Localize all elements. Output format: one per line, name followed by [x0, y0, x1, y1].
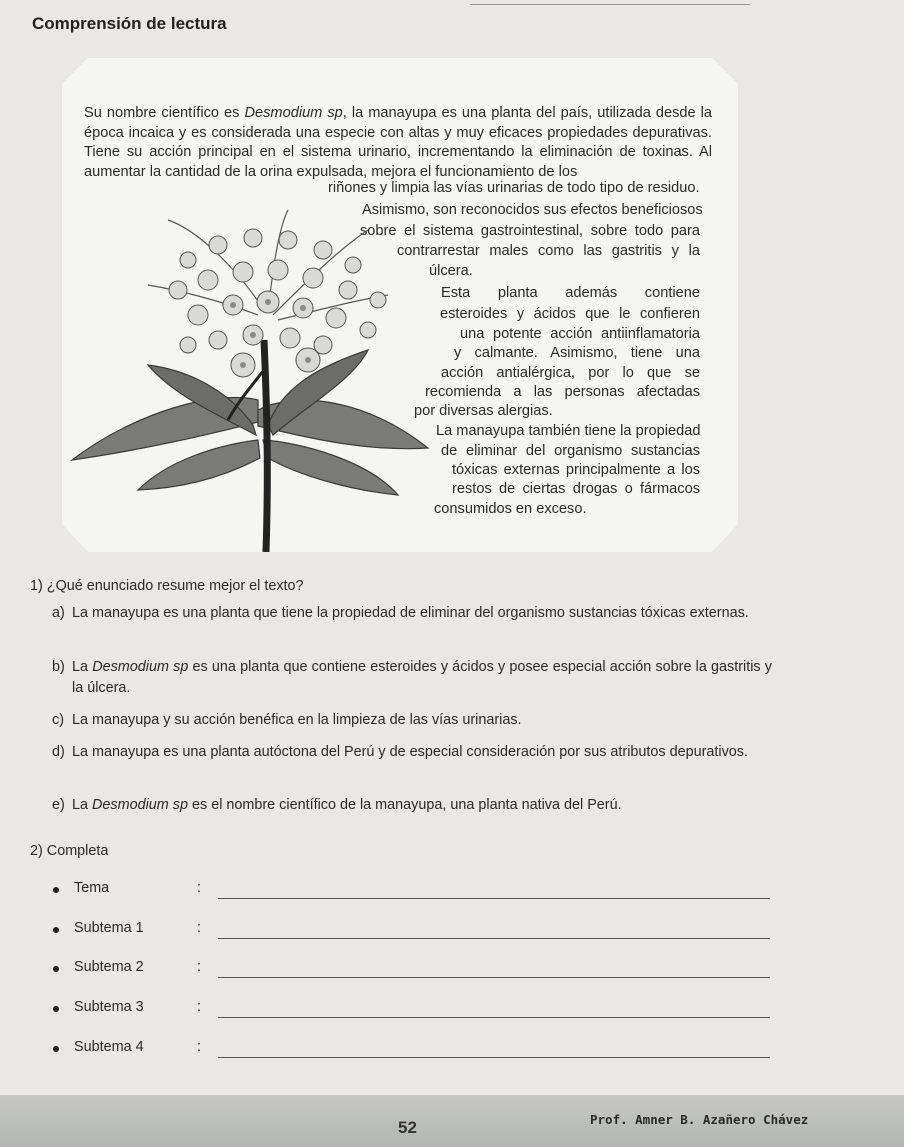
- option-a[interactable]: a) La manayupa es una planta que tiene la propiedad de eliminar del organismo sustancias tóxicas externas.: [52, 605, 749, 621]
- manayupa-plant-illustration: [68, 190, 448, 552]
- blank-row-tema[interactable]: Tema :: [40, 880, 780, 904]
- page-number: 52: [398, 1118, 417, 1137]
- passage-line: La manayupa también tiene la propiedad: [436, 423, 701, 439]
- passage-line: esteroides y ácidos que le confieren: [440, 306, 700, 322]
- passage-line: acción antialérgica, por lo que se: [441, 365, 700, 381]
- passage-line: consumidos en exceso.: [434, 501, 587, 517]
- passage-line: recomienda a las personas afectadas: [425, 384, 700, 400]
- answer-line[interactable]: [218, 938, 770, 939]
- question-2: 2) Completa: [30, 843, 109, 859]
- passage-line: sobre el sistema gastrointestinal, sobre todo para: [360, 223, 700, 239]
- bullet-icon: [53, 1006, 59, 1012]
- blank-row-subtema-4[interactable]: Subtema 4 :: [40, 1039, 780, 1063]
- passage-line: contrarrestar males como las gastritis y la: [397, 243, 700, 259]
- option-e[interactable]: e) La Desmodium sp es el nombre científico de la manayupa, una planta nativa del Perú.: [52, 797, 622, 813]
- option-d[interactable]: d) La manayupa es una planta autóctona del Perú y de especial consideración por sus atributos depurativos.: [52, 744, 748, 760]
- answer-line[interactable]: [218, 1057, 770, 1058]
- bullet-icon: [53, 966, 59, 972]
- option-c[interactable]: c) La manayupa y su acción benéfica en la limpieza de las vías urinarias.: [52, 712, 522, 728]
- answer-line[interactable]: [218, 977, 770, 978]
- passage-line: Asimismo, son reconocidos sus efectos beneficiosos: [362, 202, 703, 218]
- passage-line: Esta planta además contiene: [441, 285, 700, 301]
- passage-line: una potente acción antiinflamatoria: [460, 326, 700, 342]
- passage-line: úlcera.: [429, 263, 473, 279]
- passage-line: restos de ciertas drogas o fármacos: [452, 481, 700, 497]
- passage-line: y calmante. Asimismo, tiene una: [454, 345, 700, 361]
- option-b[interactable]: b) La Desmodium sp es una planta que contiene esteroides y ácidos y posee especial acción sobre la gastritis y la úlcera.: [52, 659, 772, 696]
- bullet-icon: [53, 887, 59, 893]
- question-1: 1) ¿Qué enunciado resume mejor el texto?: [30, 578, 304, 594]
- answer-line[interactable]: [218, 1017, 770, 1018]
- blank-row-subtema-3[interactable]: Subtema 3 :: [40, 999, 780, 1023]
- passage-line: de eliminar del organismo sustancias: [441, 443, 700, 459]
- bullet-icon: [53, 1046, 59, 1052]
- top-rule: [470, 4, 750, 5]
- passage-paragraph-1: Su nombre científico es Desmodium sp, la manayupa es una planta del país, utilizada desde la época incaica y es considerada una especie con altas y muy eficaces propiedades depurativas. Tiene su acción principal en el sistema urinario, incrementando la eliminación de toxinas. Al aumentar la cantidad de la orina expulsada, mejora el funcionamiento de los: [84, 105, 713, 180]
- passage-line: tóxicas externas principalmente a los: [452, 462, 700, 478]
- bullet-icon: [53, 927, 59, 933]
- passage-line: riñones y limpia las vías urinarias de todo tipo de residuo.: [328, 180, 700, 196]
- blank-row-subtema-1[interactable]: Subtema 1 :: [40, 920, 780, 944]
- blank-row-subtema-2[interactable]: Subtema 2 :: [40, 959, 780, 983]
- scientific-name: Desmodium sp: [244, 105, 343, 121]
- author-credit: Prof. Amner B. Azañero Chávez: [590, 1112, 809, 1127]
- answer-line[interactable]: [218, 898, 770, 899]
- page-title: Comprensión de lectura: [32, 14, 227, 33]
- passage-line: por diversas alergias.: [414, 403, 553, 419]
